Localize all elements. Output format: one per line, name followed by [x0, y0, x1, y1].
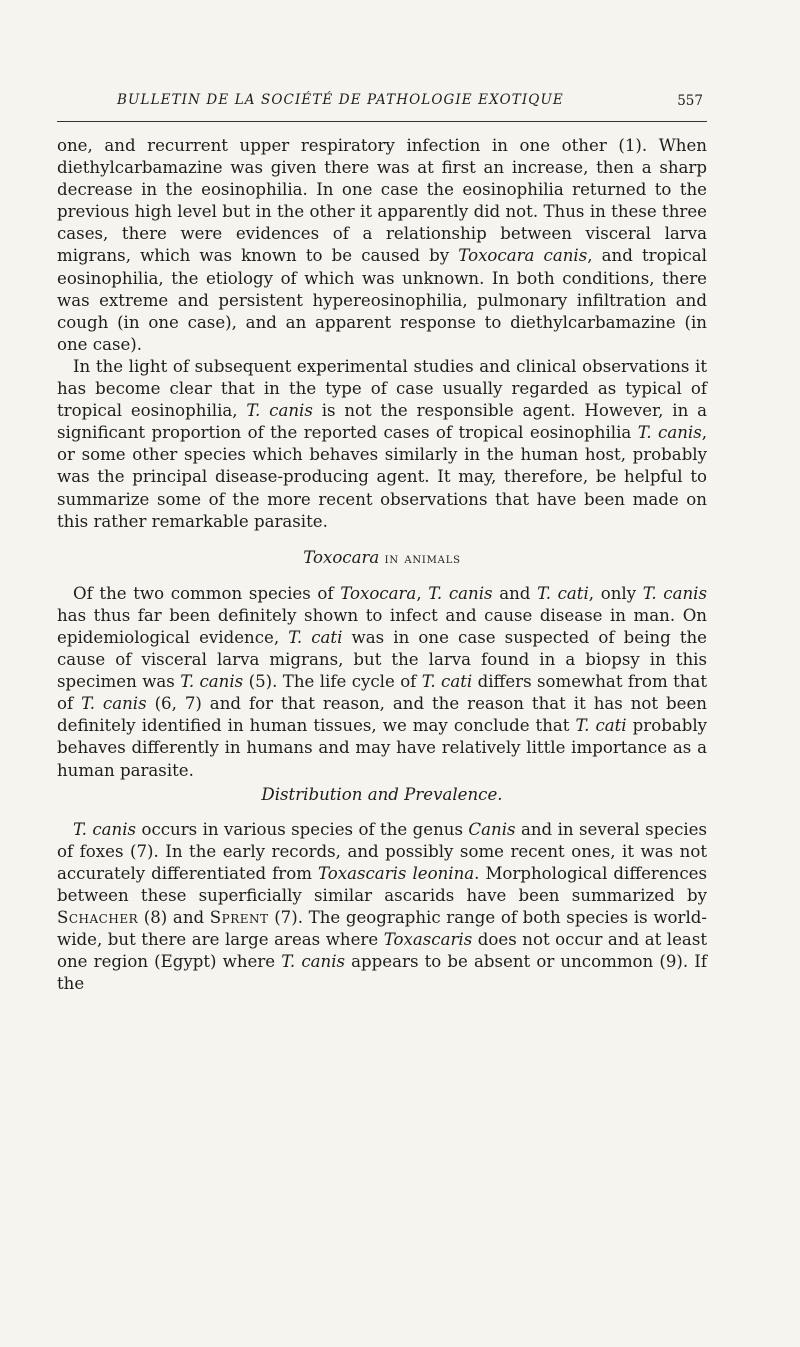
paragraph-1: one, and recurrent upper respiratory infection in one other (1). When diethylcarbamazine was given there was at first an increase, then a sharp decrease in the eosinophilia. In one case the eosinophilia returned to the previous high level but in the other it apparently did not. Thus in these three cases, there were evidences of a relationship between visceral larva migrans, which was known to be caused by Toxocara canis, and tropical eosinophilia, the etiology of which was unknown. In both conditions, there was extreme and persistent hypereosinophilia, pulmonary infiltration and cough (in one case), and an apparent response to diethylcarbamazine (in one case). [57, 136, 707, 354]
running-title: BULLETIN DE LA SOCIÉTÉ DE PATHOLOGIE EXOTIQUE [117, 92, 564, 108]
section-heading: Toxocara in animals [303, 547, 461, 567]
header-rule [57, 121, 707, 122]
paragraph-2: In the light of subsequent experimental studies and clinical observations it has become clear that in the type of case usually regarded as typical of tropical eosinophilia, T. canis is not the responsible agent. However, in a significant proportion of the reported cases of tropical eosinophilia T. canis, or some other species which behaves similarly in the human host, probably was the principal disease-producing agent. It may, therefore, be helpful to summarize some of the more recent observations that have been made on this rather remarkable parasite. [57, 356, 707, 531]
running-header [57, 92, 707, 116]
subsection-heading: Distribution and Prevalence. [261, 784, 503, 804]
article-body [57, 135, 707, 995]
paragraph-4: T. canis occurs in various species of the genus Canis and in several species of foxes (7). In the early records, and possibly some recent ones, it was not accurately differentiated from Toxascaris leonina. Morphological differences between these superficially similar ascarids have been summarized by Schacher (8) and Sprent (7). The geographic range of both species is world-wide, but there are large areas where Toxascaris does not occur and at least one region (Egypt) where T. canis appears to be absent or uncommon (9). If the [57, 819, 708, 994]
paragraph-3: Of the two common species of Toxocara, T. canis and T. cati, only T. canis has thus far been definitely shown to infect and cause disease in man. On epidemiological evidence, T. cati was in one case suspected of being the cause of visceral larva migrans, but the larva found in a biopsy in this specimen was T. canis (5). The life cycle of T. cati differs somewhat from that of T. canis (6, 7) and for that reason, and the reason that it has not been definitely identified in human tissues, we may conclude that T. cati probably behaves differently in humans and may have relatively little importance as a human parasite. [57, 583, 708, 780]
page-number: 557 [677, 93, 703, 109]
